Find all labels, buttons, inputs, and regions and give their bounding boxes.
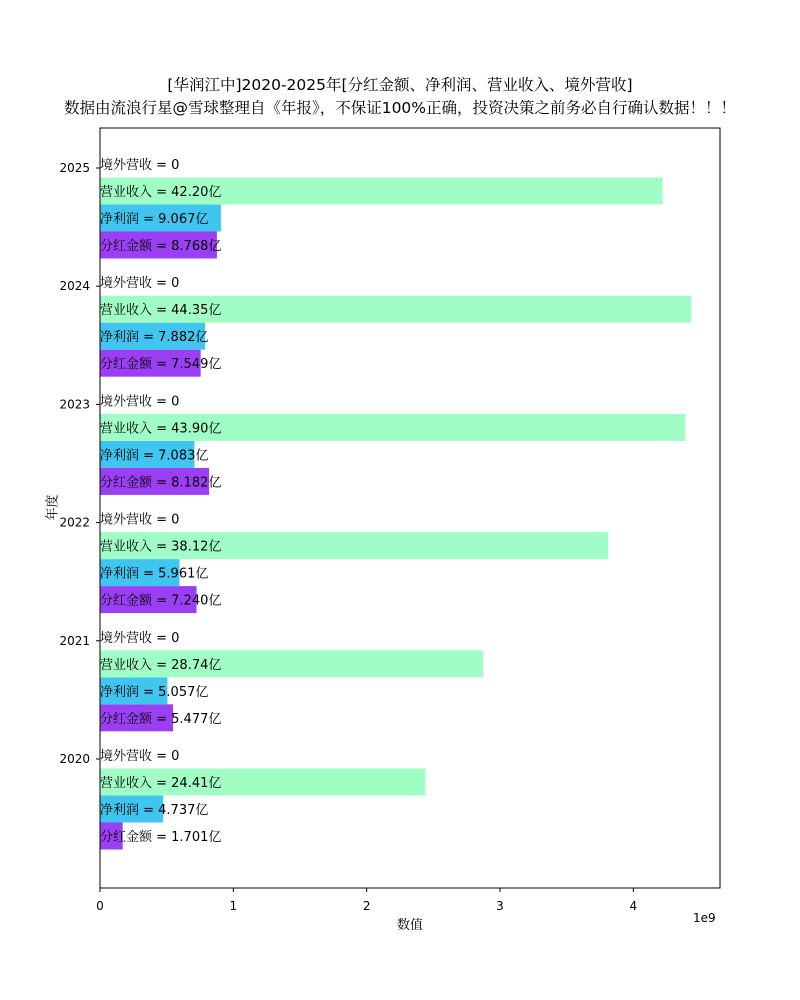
y-tick-label-2021: 2021 <box>59 633 90 648</box>
bar-label-分红金额-2025: 分红金额 = 8.768亿 <box>100 239 222 254</box>
y-tick-label-2025: 2025 <box>59 161 90 175</box>
x-axis-offset-label: 1e9 <box>693 911 716 925</box>
x-tick-label-3: 3 <box>496 899 504 913</box>
chart-title: [华润江中]2020-2025年[分红金额、净利润、营业收入、境外营收] <box>167 76 633 94</box>
x-tick-label-0: 0 <box>96 899 104 913</box>
bar-label-境外营收-2020: 境外营收 = 0 <box>100 749 180 764</box>
bar-label-境外营收-2024: 境外营收 = 0 <box>100 276 180 292</box>
x-tick-label-4: 4 <box>629 899 638 913</box>
y-tick-label-2024: 2024 <box>59 279 90 294</box>
bar-label-分红金额-2023: 分红金额 = 8.182亿 <box>100 475 222 491</box>
bar-label-净利润-2020: 净利润 = 4.737亿 <box>100 803 209 818</box>
bar-label-净利润-2023: 净利润 = 7.083亿 <box>100 448 209 464</box>
bar-label-分红金额-2022: 分红金额 = 7.240亿 <box>100 593 222 609</box>
bar-label-净利润-2022: 净利润 = 5.961亿 <box>100 566 209 582</box>
bar-label-境外营收-2023: 境外营收 = 0 <box>100 394 180 410</box>
y-tick-label-2023: 2023 <box>59 397 90 412</box>
bar-label-境外营收-2022: 境外营收 = 0 <box>100 512 180 528</box>
bar-label-境外营收-2025: 境外营收 = 0 <box>100 158 180 173</box>
bar-label-分红金额-2024: 分红金额 = 7.549亿 <box>100 357 222 373</box>
bar-label-营业收入-2020: 营业收入 = 24.41亿 <box>100 776 222 791</box>
y-tick-label-2020: 2020 <box>59 752 90 766</box>
bar-label-营业收入-2024: 营业收入 = 44.35亿 <box>100 303 222 319</box>
bar-label-净利润-2021: 净利润 = 5.057亿 <box>100 684 209 700</box>
bar-label-净利润-2025: 净利润 = 9.067亿 <box>100 212 209 227</box>
bar-label-营业收入-2025: 营业收入 = 42.20亿 <box>100 185 222 200</box>
y-axis-label: 年度 <box>45 494 61 521</box>
bar-label-营业收入-2023: 营业收入 = 43.90亿 <box>100 421 222 437</box>
y-tick-label-2022: 2022 <box>59 515 90 530</box>
bar-label-分红金额-2020: 分红金额 = 1.701亿 <box>100 830 222 845</box>
bar-label-净利润-2024: 净利润 = 7.882亿 <box>100 330 209 346</box>
bar-label-营业收入-2022: 营业收入 = 38.12亿 <box>100 539 222 555</box>
x-tick-label-2: 2 <box>362 899 371 913</box>
x-axis-label: 数值 <box>396 918 423 933</box>
bar-label-营业收入-2021: 营业收入 = 28.74亿 <box>100 657 222 673</box>
chart-subtitle: 数据由流浪行星@雪球整理自《年报》，不保证100%正确，投资决策之前务必自行确认数据！！！ <box>63 99 737 117</box>
bar-label-分红金额-2021: 分红金额 = 5.477亿 <box>100 711 222 727</box>
bar-label-境外营收-2021: 境外营收 = 0 <box>100 630 180 646</box>
x-tick-label-1: 1 <box>229 899 238 913</box>
